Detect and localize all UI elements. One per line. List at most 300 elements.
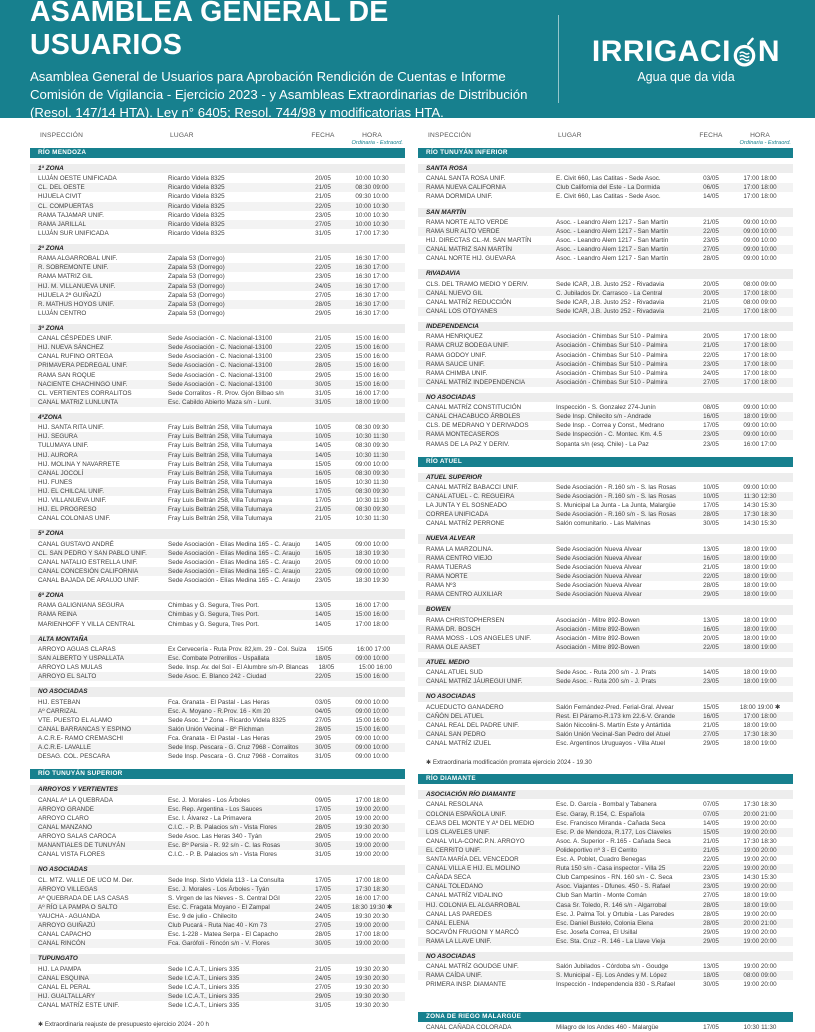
hora-cell: 16:30 17:00: [355, 309, 389, 317]
zone-header: ATUEL SUPERIOR: [418, 473, 793, 482]
inspeccion-cell: RAMA DORMIDA UNIF.: [426, 193, 493, 201]
hora-cell: 10:00 10:30: [355, 202, 389, 210]
inspeccion-cell: CANAL ATUEL SUD: [426, 669, 483, 677]
lugar-cell: Sede Asociación - C. Nacional-13100: [168, 353, 273, 361]
hora-cell: 17:00 18:00: [743, 184, 777, 192]
table-row: [30, 672, 405, 681]
inspeccion-cell: ARROYO LAS MULAS: [38, 664, 103, 672]
inspeccion-cell: CORREA UNIFICADA: [426, 511, 489, 519]
table-row: [418, 510, 793, 519]
fecha-cell: 23/05: [703, 883, 719, 891]
hora-cell: 19:00 20:00: [355, 832, 389, 840]
table-row: [418, 501, 793, 510]
table-row: [418, 245, 793, 254]
table-row: [418, 864, 793, 873]
zone-header: RIVADAVIA: [418, 269, 793, 278]
zone-rows: [30, 796, 405, 860]
inspeccion-cell: CANAL NORTE HIJ. GUEVARA: [426, 255, 516, 263]
lugar-cell: Rest. El Páramo-R.173 km 22.6-V. Grande: [556, 712, 676, 720]
hora-cell: 18:00 19:00: [743, 721, 777, 729]
lugar-cell: Ex Cervecería - Ruta Prov. 82,km. 29 - Col. Suiza: [168, 645, 307, 653]
lugar-cell: Ricardo Videla 8325: [168, 193, 225, 201]
col-header-inspeccion: INSPECCIÓN: [428, 132, 472, 139]
table-row: [418, 421, 793, 430]
table-row: [30, 620, 405, 629]
table-row: [30, 282, 405, 291]
fecha-cell: 18/05: [318, 664, 335, 672]
zone-header: 2ª ZONA: [30, 244, 405, 253]
zone-rows: [418, 332, 793, 387]
lugar-cell: Sede Asociación - Elías Medina 165 - C. Araujo: [168, 558, 301, 566]
lugar-cell: Chimbas y G. Segura, Tres Port.: [168, 620, 259, 628]
inspeccion-cell: CANAL CAÑADA COLORADA: [426, 1023, 512, 1031]
hora-cell: 19:30 20:30: [355, 912, 389, 920]
inspeccion-cell: HIJ. NUEVA SÁNCHEZ: [38, 344, 104, 352]
table-row: [30, 930, 405, 939]
lugar-cell: Zapala 53 (Dorrego): [168, 255, 225, 263]
lugar-cell: Sede ICAR, J.B. Justo 252 - Rivadavia: [556, 280, 665, 288]
inspeccion-cell: RAMA CHIMBA UNIF.: [426, 369, 488, 377]
table-row: [418, 307, 793, 316]
fecha-cell: 28/05: [315, 362, 331, 370]
table-row: [418, 236, 793, 245]
inspeccion-cell: HIJ. AURORA: [38, 451, 78, 459]
table-row: [418, 703, 793, 712]
table-row: [30, 478, 405, 487]
lugar-cell: Asoc. - Leandro Alem 1217 - San Martín: [556, 227, 669, 235]
fecha-cell: 23/05: [703, 431, 719, 439]
fecha-cell: 07/05: [703, 810, 719, 818]
table-row: [30, 716, 405, 725]
fecha-cell: 31/05: [315, 389, 331, 397]
zone-header: 4ªZONA: [30, 413, 405, 422]
inspeccion-cell: CLS. DEL TRAMO MEDIO Y DERIV.: [426, 280, 529, 288]
fecha-cell: 14/05: [703, 193, 719, 201]
fecha-cell: 24/05: [315, 912, 331, 920]
lugar-cell: Esc. J. Morales - Los Árboles: [168, 796, 250, 804]
fecha-cell: 15/05: [316, 645, 333, 653]
hora-cell: 08:30 09:30: [355, 506, 389, 514]
table-row: [418, 192, 793, 201]
fecha-cell: 15/05: [703, 828, 719, 836]
inspeccion-cell: HIJ. ESTEBAN: [38, 698, 81, 706]
hora-cell: 08:00 09:00: [743, 972, 777, 980]
lugar-cell: Asociación - Chimbas Sur 510 - Palmira: [556, 369, 668, 377]
hora-cell: 18:00 19:00: [355, 398, 389, 406]
hora-cell: 09:00 10:00: [355, 744, 389, 752]
fecha-cell: 31/05: [315, 753, 331, 761]
table-row: [30, 334, 405, 343]
fecha-cell: 17/05: [315, 876, 331, 884]
lugar-cell: Ricardo Videla 8325: [168, 220, 225, 228]
inspeccion-cell: CL. MTZ. VALLE DE UCO M. Der.: [38, 876, 134, 884]
table-row: [418, 891, 793, 900]
table-row: [418, 218, 793, 227]
lugar-cell: Salón Niccolini-S. Martín Este y Antártida: [556, 721, 671, 729]
hora-cell: 14:30 15:30: [743, 502, 777, 510]
inspeccion-cell: PRIMERA INSP. DIAMANTE: [426, 981, 507, 989]
hora-cell: 08:00 09:00: [743, 298, 777, 306]
hora-cell: 09:00 10:00: [743, 218, 777, 226]
inspeccion-cell: CANAL NATALIO ESTRELLA UNIF.: [38, 558, 138, 566]
hora-cell: 17:00 18:00: [743, 289, 777, 297]
table-row: [30, 220, 405, 229]
table-row: [30, 974, 405, 983]
lugar-cell: Sede Asociación - C. Nacional-13100: [168, 335, 273, 343]
table-row: [30, 202, 405, 211]
fecha-cell: 21/05: [315, 515, 331, 523]
fecha-cell: 14/05: [703, 669, 719, 677]
fecha-cell: 22/05: [315, 344, 331, 352]
hora-cell: 15:00 16:00: [355, 716, 389, 724]
inspeccion-cell: VTE. PUESTO EL ALAMO: [38, 716, 113, 724]
fecha-cell: 23/05: [315, 353, 331, 361]
hora-cell: 19:30 20:30: [355, 992, 389, 1000]
fecha-cell: 27/05: [315, 220, 331, 228]
hora-cell: 17:30 18:30: [743, 801, 777, 809]
hora-cell: 16:00 17:00: [355, 894, 389, 902]
lugar-cell: Sede I.C.A.T., Liniers 335: [168, 974, 240, 982]
wave-o-icon: [732, 36, 757, 68]
inspeccion-cell: RAMA NUEVA CALIFORNIA: [426, 184, 507, 192]
hora-cell: 09:00 10:00: [743, 404, 777, 412]
inspeccion-cell: CANAL RESOLANA: [426, 801, 483, 809]
table-row: [418, 668, 793, 677]
table-row: [30, 876, 405, 885]
fecha-cell: 21/05: [703, 837, 719, 845]
table-row: [418, 298, 793, 307]
lugar-cell: Asoc. - Leandro Alem 1217 - San Martín: [556, 218, 669, 226]
fecha-cell: 14/05: [315, 451, 331, 459]
inspeccion-cell: CLS. DE MEDRANO Y DERIVADOS: [426, 422, 529, 430]
inspeccion-cell: CANAL ESQUINA: [38, 974, 89, 982]
table-row: [418, 227, 793, 236]
hora-cell: 16:00 17:00: [356, 645, 391, 653]
lugar-cell: Polideportivo nº 3 - El Cerrito: [556, 846, 638, 854]
hora-cell: 09:00 10:00: [743, 431, 777, 439]
zone-header: TUPUNGATO: [30, 954, 405, 963]
fecha-cell: 31/05: [315, 1001, 331, 1009]
fecha-cell: 20/05: [703, 333, 719, 341]
col-header-hora-sub: Ordinaria - Extraord.: [351, 140, 403, 146]
lugar-cell: Esc. Francisco Miranda - Cañada Seca: [556, 819, 666, 827]
table-row: [418, 739, 793, 748]
hora-cell: 09:00 10:00: [743, 246, 777, 254]
lugar-cell: Asociación - Mitre 892-Bowen: [556, 634, 640, 642]
inspeccion-cell: R. SOBREMONTE UNIF.: [38, 264, 109, 272]
lugar-cell: Sede Insp. Sixto Videla 113 - La Consulta: [168, 876, 284, 884]
table-row: [418, 919, 793, 928]
fecha-cell: 24/05: [315, 282, 331, 290]
fecha-cell: 04/05: [315, 707, 331, 715]
hora-cell: 19:30 20:30: [355, 983, 389, 991]
inspeccion-cell: CANAL MATRIZ SAN MARTÍN: [426, 246, 512, 254]
lugar-cell: Sede ICAR, J.B. Justo 252 - Rivadavia: [556, 298, 665, 306]
table-row: [30, 734, 405, 743]
inspeccion-cell: RAMA REINA: [38, 611, 77, 619]
table-row: [30, 211, 405, 220]
table-row: [30, 903, 405, 912]
table-row: [418, 837, 793, 846]
inspeccion-cell: HIJ. FUNES: [38, 478, 73, 486]
fecha-cell: 23/05: [315, 576, 331, 584]
inspeccion-cell: LOS CLAVELES UNIF.: [426, 828, 490, 836]
logo-wordmark: [583, 35, 789, 69]
hora-cell: 18:00 19:00: [743, 669, 777, 677]
table-row: [30, 352, 405, 361]
inspeccion-cell: RAMA CHRISTOPHERSEN: [426, 616, 505, 624]
fecha-cell: 22/05: [703, 351, 719, 359]
hora-cell: 18:00 19:00: [743, 678, 777, 686]
hora-cell: 11:30 12:30: [743, 493, 777, 501]
lugar-cell: C.I.C. - P. B. Palacios s/n - Vista Flores: [168, 851, 277, 859]
table-row: [30, 743, 405, 752]
table-row: [30, 1001, 405, 1010]
fecha-cell: 22/05: [315, 264, 331, 272]
lugar-cell: Fray Luis Beltrán 258, Villa Tulumaya: [168, 506, 273, 514]
col-header-fecha: FECHA: [311, 132, 335, 139]
fecha-cell: 14/05: [315, 540, 331, 548]
table-row: [30, 514, 405, 523]
table-row: [30, 823, 405, 832]
table-row: [30, 272, 405, 281]
fecha-cell: 31/05: [315, 398, 331, 406]
fecha-cell: 28/05: [703, 901, 719, 909]
inspeccion-cell: RAMA SAUCE UNIF.: [426, 360, 485, 368]
inspeccion-cell: SOCAVÓN FRUGONI Y MARCÓ: [426, 928, 519, 936]
lugar-cell: Salón comunitario. - Las Malvinas: [556, 520, 651, 528]
lugar-cell: Sede Asociación Nueva Alvear: [556, 582, 642, 590]
fecha-cell: 17/05: [315, 805, 331, 813]
fecha-cell: 22/05: [315, 894, 331, 902]
table-row: [418, 483, 793, 492]
hora-cell: 17:00 18:00: [743, 360, 777, 368]
table-row: [418, 412, 793, 421]
hora-cell: 10:30 11:30: [743, 1023, 777, 1031]
hora-cell: 19:00 20:00: [743, 883, 777, 891]
fecha-cell: 14/05: [315, 620, 331, 628]
zone-rows: [30, 601, 405, 628]
zone-rows: [418, 483, 793, 528]
inspeccion-cell: COLONIA ESPAÑOLA UNIF.: [426, 810, 507, 818]
fecha-cell: 14/05: [703, 819, 719, 827]
hora-cell: 18:00 19:00: [743, 643, 777, 651]
fecha-cell: 28/05: [315, 300, 331, 308]
fecha-cell: 27/05: [315, 983, 331, 991]
col-header-lugar: LUGAR: [558, 132, 582, 139]
hora-cell: 18:30 19:30: [355, 576, 389, 584]
zone-rows: [30, 540, 405, 585]
table-row: [30, 380, 405, 389]
hora-cell: 15:00 16:00: [355, 611, 389, 619]
fecha-cell: 29/05: [315, 309, 331, 317]
lugar-cell: Sede Asociación Nueva Alvear: [556, 572, 642, 580]
table-row: [418, 616, 793, 625]
lugar-cell: Esc. Combate Potrerillos - Uspallata: [168, 655, 270, 663]
lugar-cell: E. Civit 660, Las Catitas - Sede Asoc.: [556, 193, 661, 201]
inspeccion-cell: RAMA CENTRO VIEJO: [426, 554, 493, 562]
zone-header: ASOCIACIÓN RÍO DIAMANTE: [418, 790, 793, 799]
table-row: [30, 850, 405, 859]
lugar-cell: Sede Asociación Nueva Alvear: [556, 545, 642, 553]
hora-cell: 19:00 20:00: [355, 842, 389, 850]
fecha-cell: 21/05: [703, 563, 719, 571]
table-row: [30, 441, 405, 450]
hora-cell: 19:00 20:00: [743, 856, 777, 864]
inspeccion-cell: NACIENTE CHACHINGO UNIF.: [38, 380, 128, 388]
fecha-cell: 16/05: [703, 625, 719, 633]
table-row: [30, 300, 405, 309]
table-row: [30, 309, 405, 318]
lugar-cell: Fca. Granata - El Pastal - Las Heras: [168, 698, 270, 706]
inspeccion-cell: CANAL VILLA E HIJ. EL MOLINO: [426, 865, 521, 873]
hora-cell: 15:00 16:00: [355, 673, 389, 681]
table-row: [30, 558, 405, 567]
table-row: [418, 341, 793, 350]
col-header-hora: HORA: [750, 132, 770, 139]
hora-cell: 17:00 18:00: [355, 931, 389, 939]
lugar-cell: Fray Luis Beltrán 258, Villa Tulumaya: [168, 451, 273, 459]
table-header-row: [30, 130, 405, 148]
fecha-cell: 31/05: [315, 851, 331, 859]
river-section-band: RÍO TUNUYÁN INFERIOR: [418, 148, 793, 158]
hora-cell: 10:30 11:30: [355, 433, 389, 441]
inspeccion-cell: CANAL MATRÍZ IZUEL: [426, 740, 492, 748]
lugar-cell: Ricardo Videla 8325: [168, 175, 225, 183]
lugar-cell: Asoc. - Leandro Alem 1217 - San Martín: [556, 246, 669, 254]
fecha-cell: 30/05: [315, 940, 331, 948]
fecha-cell: 20/05: [703, 289, 719, 297]
hora-cell: 17:00 18:00: [743, 307, 777, 315]
lugar-cell: Sede Asoc. - Ruta 200 s/n - J. Prats: [556, 678, 657, 686]
inspeccion-cell: RAMAS DE LA PAZ Y DERIV.: [426, 440, 510, 448]
inspeccion-cell: Aº CARRIZAL: [38, 707, 78, 715]
zone-header: ALTA MONTAÑA: [30, 635, 405, 644]
table-row: [418, 712, 793, 721]
table-row: [418, 554, 793, 563]
lugar-cell: Inspección - Independencia 830 - S.Rafael: [556, 981, 676, 989]
lugar-cell: Ricardo Videla 8325: [168, 229, 225, 237]
lugar-cell: Club Campesinos - RN. 160 s/n - C. Seca: [556, 874, 673, 882]
lugar-cell: Asoc. A. Superior - R.165 - Cañada Seca: [556, 837, 671, 845]
lugar-cell: Club Pucará - Ruta Nac 40 - Km 73: [168, 921, 268, 929]
inspeccion-cell: CANAL VILA-CONC.P.N. ARROYO: [426, 837, 525, 845]
lugar-cell: Asociación - Chimbas Sur 510 - Palmira: [556, 351, 668, 359]
inspeccion-cell: RAMA HENRIQUEZ: [426, 333, 483, 341]
table-row: [418, 1023, 793, 1032]
fecha-cell: 30/05: [315, 744, 331, 752]
table-row: [30, 601, 405, 610]
lugar-cell: Fray Luis Beltrán 258, Villa Tulumaya: [168, 487, 273, 495]
lugar-cell: Sede Asociación - Elías Medina 165 - C. Araujo: [168, 576, 301, 584]
hora-cell: 17:00 18:00: [743, 369, 777, 377]
lugar-cell: Sede Asociación - C. Nacional-13100: [168, 362, 273, 370]
inspeccion-cell: HIJ. EL PROGRESO: [38, 506, 97, 514]
fecha-cell: 22/05: [703, 643, 719, 651]
lugar-cell: Esc. Argentinos Uruguayos - Villa Atuel: [556, 740, 666, 748]
inspeccion-cell: CEJAS DEL MONTE Y Aº DEL MEDIO: [426, 819, 535, 827]
inspeccion-cell: ARROYO GRANDE: [38, 805, 94, 813]
lugar-cell: Sede I.C.A.T., Liniers 335: [168, 983, 240, 991]
zone-header: NUEVA ALVEAR: [418, 534, 793, 543]
inspeccion-cell: CANAL JOCOLÍ: [38, 469, 84, 477]
lugar-cell: Sede. Insp. Av. del Sol - El Alumbre s/n-P. Blancas: [168, 664, 309, 672]
lugar-cell: Fray Luis Beltrán 258, Villa Tulumaya: [168, 442, 273, 450]
hora-cell: 18:00 19:00: [743, 563, 777, 571]
table-row: [30, 192, 405, 201]
zone-rows: [30, 423, 405, 523]
hora-cell: 09:00 10:00: [743, 483, 777, 491]
hora-cell: 16:00 17:00: [355, 389, 389, 397]
header-divider: [558, 15, 560, 103]
hora-cell: 19:00 20:00: [743, 937, 777, 945]
inspeccion-cell: MARIENHOFF Y VILLA CENTRAL: [38, 620, 136, 628]
hora-cell: 19:00 20:00: [355, 805, 389, 813]
hora-cell: 19:30 20:30: [355, 823, 389, 831]
hora-cell: 18:00 19:00: [743, 616, 777, 624]
fecha-cell: 21/05: [315, 506, 331, 514]
hora-cell: 18:00 19:00: [743, 554, 777, 562]
inspeccion-cell: CANAL MATRÍZ ESTE UNIF.: [38, 1001, 120, 1009]
table-row: [418, 351, 793, 360]
table-row: [30, 654, 405, 663]
logo: [583, 35, 789, 84]
lugar-cell: Club San Martín - Monte Comán: [556, 892, 647, 900]
table-row: [30, 183, 405, 192]
lugar-cell: Esc. Bº Persia - R. 92 s/n - C. las Rosas: [168, 842, 281, 850]
table-row: [30, 432, 405, 441]
lugar-cell: Sede I.C.A.T., Liniers 335: [168, 1001, 240, 1009]
lugar-cell: Esc. P. de Mendoza, R.177, Los Claveles: [556, 828, 672, 836]
inspeccion-cell: CANAL TOLEDANO: [426, 883, 483, 891]
fecha-cell: 16/05: [703, 712, 719, 720]
zone-rows: [418, 800, 793, 946]
fecha-cell: 22/05: [703, 865, 719, 873]
inspeccion-cell: CANAL LAS PAREDES: [426, 910, 492, 918]
fecha-cell: 29/05: [703, 740, 719, 748]
hora-cell: 16:30 17:00: [355, 273, 389, 281]
hora-cell: 16:00 17:00: [743, 440, 777, 448]
lugar-cell: Sede Insp. Pescara - G. Cruz 7968 - Corralitos: [168, 753, 299, 761]
hora-cell: 15:00 16:00: [355, 344, 389, 352]
hora-cell: 09:00 10:00: [355, 540, 389, 548]
lugar-cell: Ricardo Videla 8325: [168, 211, 225, 219]
inspeccion-cell: RAMA SUR ALTO VERDE: [426, 227, 500, 235]
fecha-cell: 17/05: [315, 497, 331, 504]
hora-cell: 16:30 17:00: [355, 300, 389, 308]
lugar-cell: Asoc. Viajantes - Dfunes. 450 - S. Rafael: [556, 883, 671, 891]
fecha-cell: 24/05: [703, 369, 719, 377]
hora-cell: 16:30 17:00: [355, 291, 389, 299]
inspeccion-cell: CANAL MATRÍZ CONSTITUCIÓN: [426, 404, 522, 412]
table-row: [30, 487, 405, 496]
hora-cell: 10:30 11:30: [355, 515, 389, 523]
fecha-cell: 28/05: [703, 582, 719, 590]
inspeccion-cell: CANAL LOS OTOYANES: [426, 307, 498, 315]
fecha-cell: 21/05: [703, 298, 719, 306]
col-header-hora-sub: Ordinaria - Extraord.: [739, 140, 791, 146]
hora-cell: 17:00 17:30: [355, 229, 389, 237]
lugar-cell: Club California del Este - La Dormida: [556, 184, 660, 192]
inspeccion-cell: RAMA LA MARZOLINA.: [426, 545, 494, 553]
table-row: [30, 796, 405, 805]
col-header-lugar: LUGAR: [170, 132, 194, 139]
lugar-cell: Casa Sr. Toledo, R. 146 s/n - Algarrobal: [556, 901, 667, 909]
fecha-cell: 23/05: [315, 211, 331, 219]
hora-cell: 19:30 20:30: [355, 965, 389, 973]
fecha-cell: 27/05: [315, 921, 331, 929]
lugar-cell: Sede Asoc. 1ª Zona - Ricardo Videla 8325: [168, 716, 286, 724]
